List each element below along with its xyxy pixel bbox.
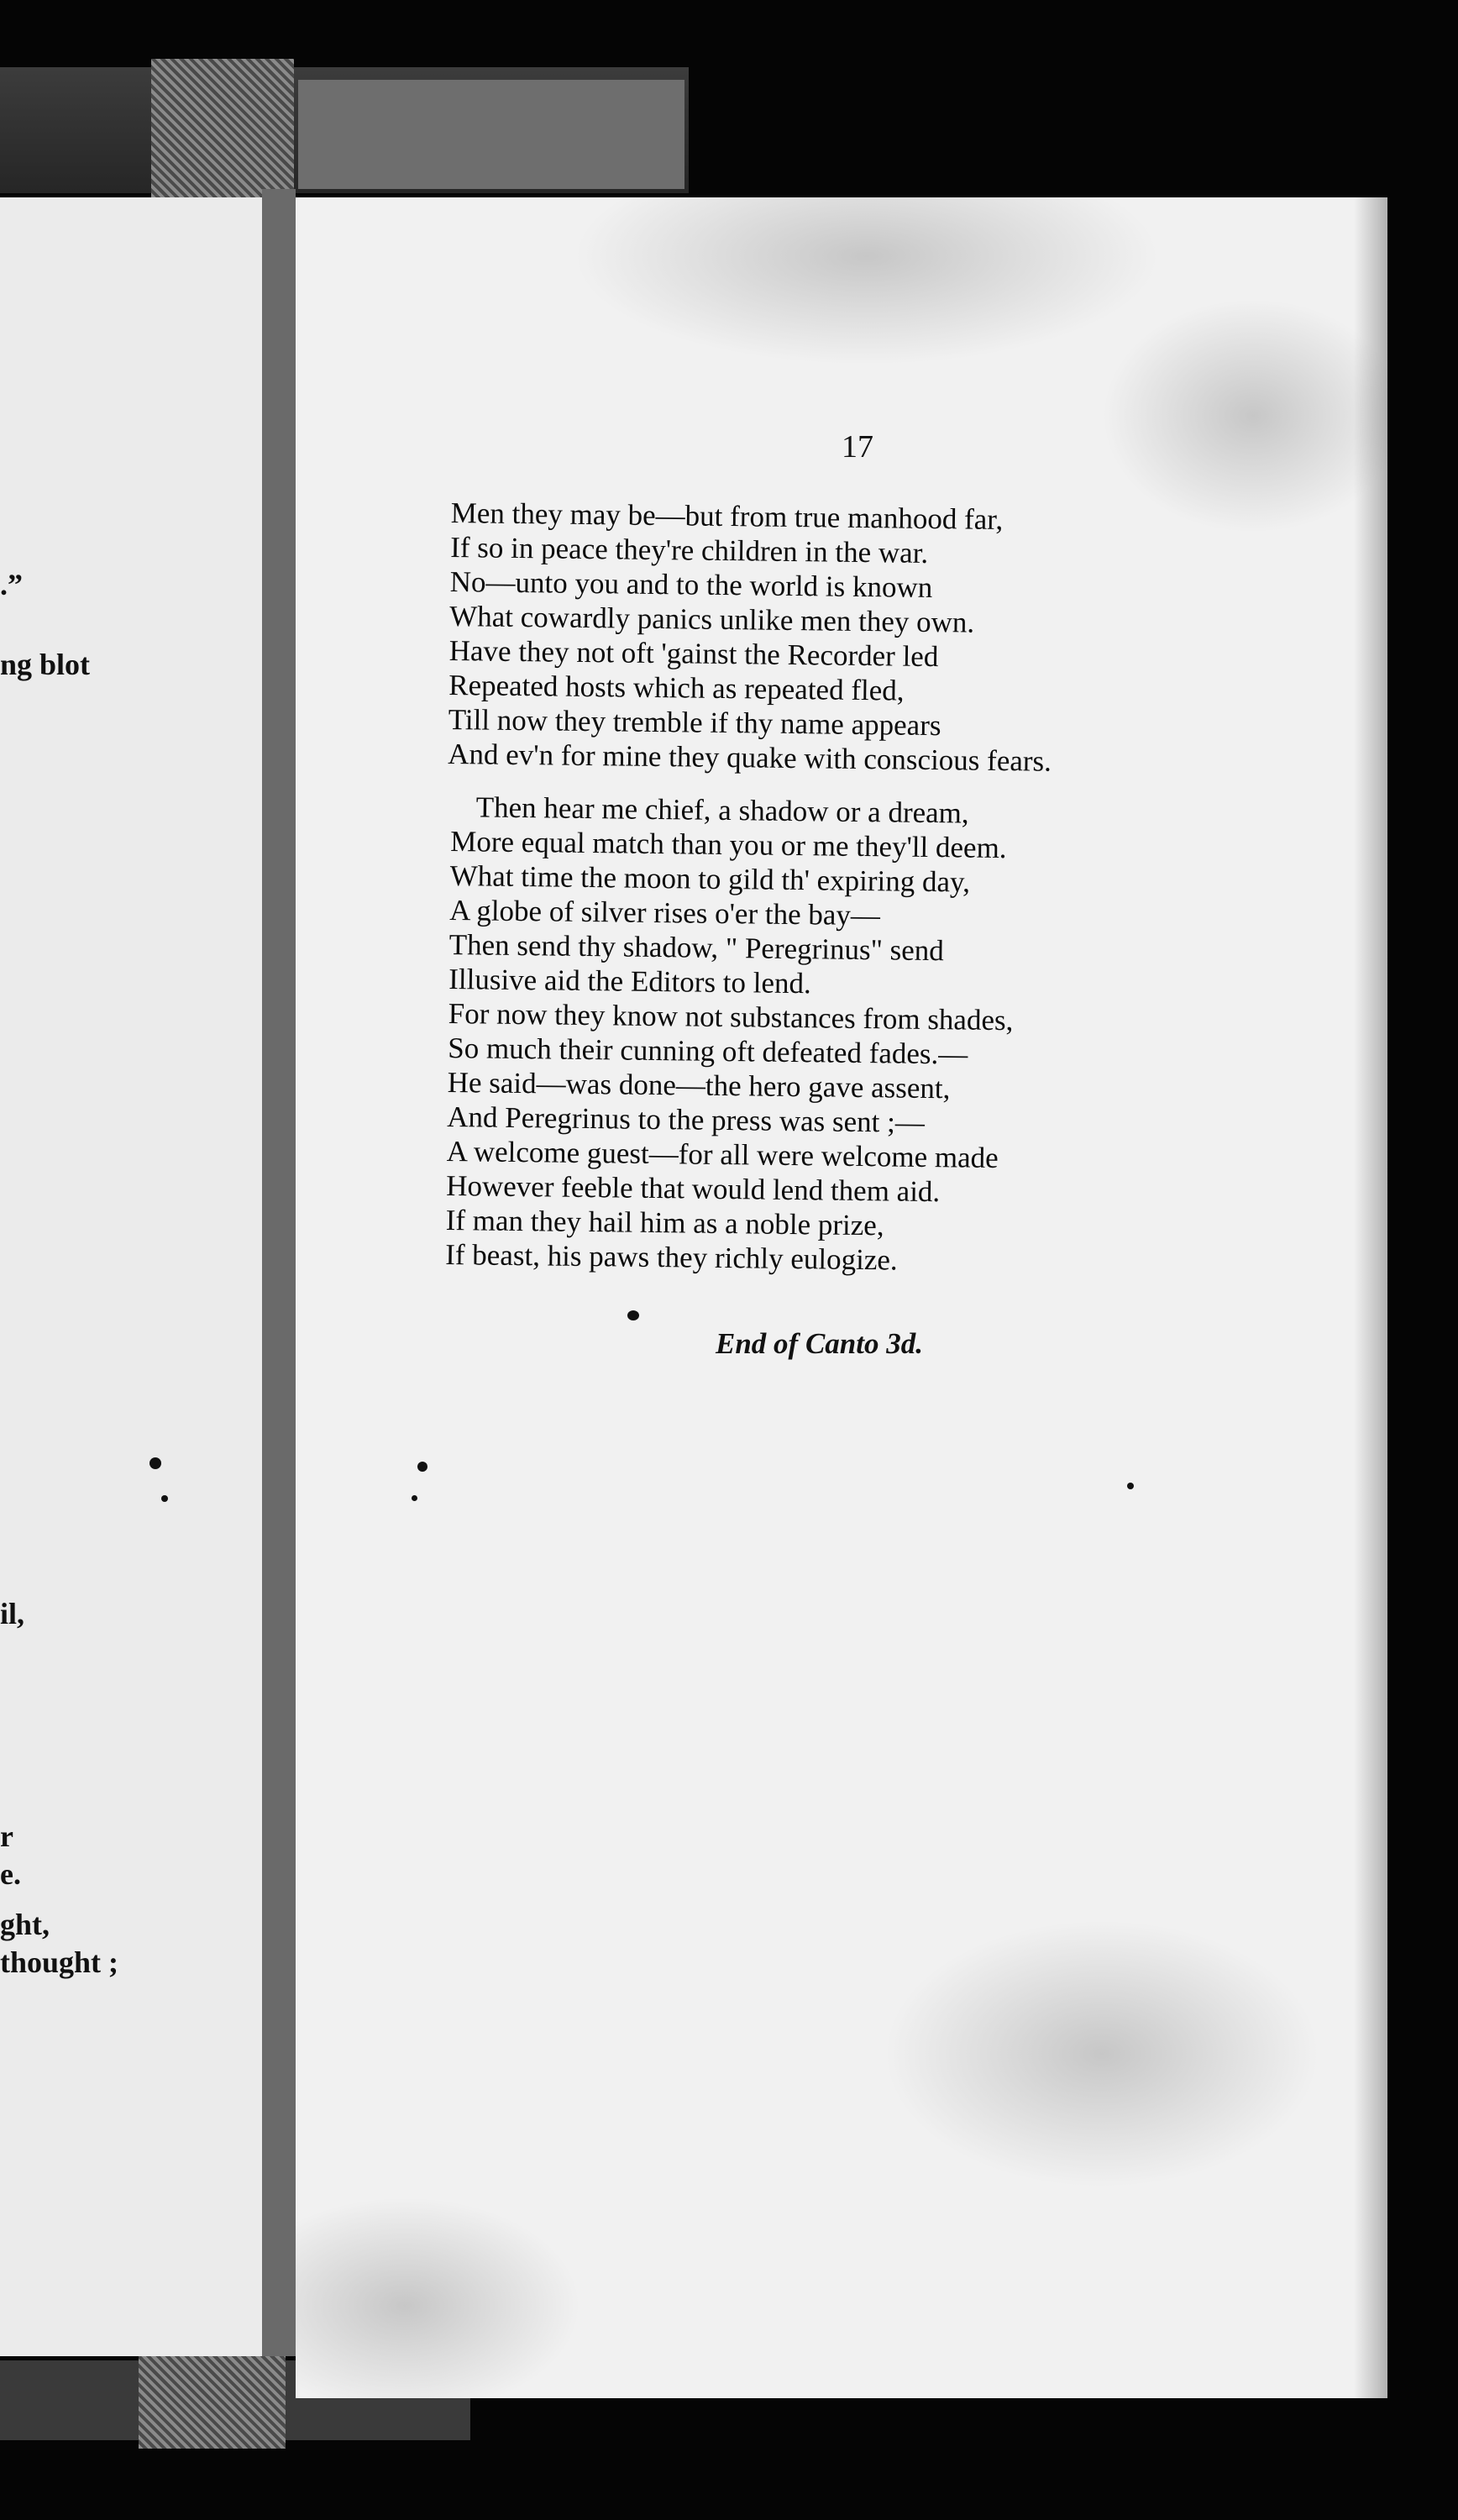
water-stain <box>573 197 1161 365</box>
ink-speck <box>412 1495 417 1501</box>
verse-line: Repeated hosts which as repeated fled, <box>448 668 905 707</box>
verse-line: However feeble that would lend them aid. <box>446 1168 941 1209</box>
verse-line: If so in peace they're children in the war. <box>450 530 929 570</box>
binding-tape-top <box>151 59 294 197</box>
stanza <box>445 790 1016 1278</box>
water-stain <box>884 1919 1320 2188</box>
right-page <box>296 197 1387 2398</box>
left-page-fragment: ght, <box>0 1908 50 1941</box>
water-stain <box>296 2197 581 2398</box>
left-page-fragment: .” <box>0 568 23 601</box>
verse-line: Till now they tremble if thy name appears <box>448 702 941 743</box>
verse-line: What cowardly panics unlike men they own. <box>449 599 975 639</box>
left-page-fragment: e. <box>0 1857 21 1891</box>
verse-line: Then hear me chief, a shadow or a dream, <box>475 790 969 830</box>
verse-line: For now they know not substances from shades, <box>448 996 1014 1037</box>
verse-line: Illusive aid the Editors to lend. <box>448 962 812 1000</box>
verse-line: And ev'n for mine they quake with conscious fears. <box>448 737 1052 778</box>
ink-speck <box>627 1310 639 1320</box>
page-gutter <box>262 189 296 2356</box>
ink-speck <box>149 1457 161 1469</box>
left-facing-page <box>0 197 262 2356</box>
left-page-fragment: r <box>0 1819 13 1853</box>
ink-speck <box>1127 1483 1134 1489</box>
verse-line: No—unto you and to the world is known <box>449 564 933 605</box>
left-page-fragment: thought ; <box>0 1945 119 1979</box>
canto-end-note: End of Canto 3d. <box>716 1327 923 1360</box>
binding-tab-top <box>298 80 684 189</box>
verse-line: What time the moon to gild th' expiring day, <box>449 858 971 899</box>
ink-speck <box>161 1495 168 1502</box>
verse-line: Then send thy shadow, " Peregrinus" send <box>448 927 945 968</box>
verse-line: And Peregrinus to the press was sent ;— <box>447 1100 926 1139</box>
page-edge-shadow <box>1354 197 1387 2398</box>
stanza <box>448 496 1055 779</box>
page-number: 17 <box>842 429 873 465</box>
water-stain <box>1102 298 1387 533</box>
binding-tape-bottom <box>139 2356 286 2449</box>
verse-line: More equal match than you or me they'll deem. <box>450 824 1007 865</box>
verse-line: Have they not oft 'gainst the Recorder led <box>448 633 939 674</box>
verse-line: A globe of silver rises o'er the bay— <box>449 893 881 932</box>
verse-line: He said—was done—the hero gave assent, <box>447 1065 951 1105</box>
verse-line: If beast, his paws they richly eulogize. <box>444 1237 898 1277</box>
left-page-fragment: il, <box>0 1597 25 1630</box>
left-page-fragment: ng blot <box>0 648 91 681</box>
verse-line: So much their cunning oft defeated fades.— <box>448 1031 968 1071</box>
ink-speck <box>417 1462 427 1472</box>
verse-line: If man they hail him as a noble prize, <box>445 1203 884 1242</box>
verse-line: Men they may be—but from true manhood far, <box>450 496 1004 537</box>
verse-line: A welcome guest—for all were welcome made <box>446 1134 999 1174</box>
